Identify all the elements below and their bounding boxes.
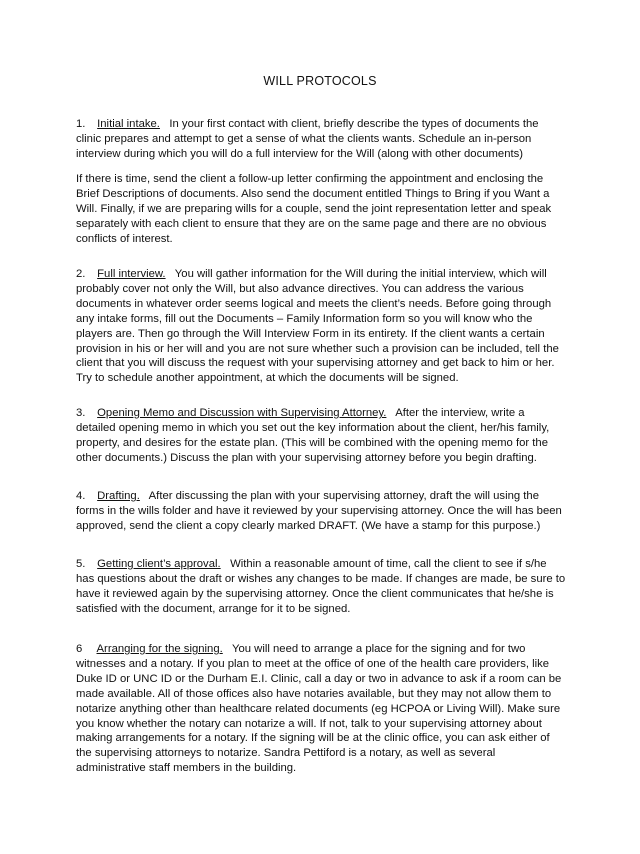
section-body: You will need to arrange a place for the signing and for two witnesses and a notary. If you plan to meet at the office of one of the health care providers, like Duke ID or UNC ID or the Durham E.I. Clinic, call a day or two in advance to ask if a room can be made available. All of those offices also have notaries available, but they may not allow them to notarize anything other than healthcare related documents (eg HCPOA or Living Will). Make sure you know whether the notary can notarize a will. If not, talk to your supervising attorney about making arrangements for a notary. If the signing will be at the clinic office, you can ask either of the supervising attorneys to notarize. Sandra Pettiford is a notary, as well as several administrative staff members in the building. — [76, 643, 562, 775]
section-number: 4. — [76, 490, 86, 502]
section-initial-intake — [76, 117, 566, 162]
section-drafting — [76, 489, 566, 534]
section-heading: Full interview. — [97, 268, 166, 280]
document-title: WILL PROTOCOLS — [263, 74, 377, 88]
section-heading: Arranging for the signing. — [96, 643, 223, 655]
section-number: 2. — [76, 268, 86, 280]
section-number: 1. — [76, 118, 86, 130]
section-body: You will gather information for the Will during the initial interview, which will probably cover not only the Will, but also advance directives. You can address the various documents in whatever order seems logical and meets the client’s needs. Before going through any intake forms, fill out the Documents – Family Information form so you will know who the players are. Then go through the Will Interview Form in its entirety. If the client wants a certain provision in his or her will and you are not sure whether such a provision can be included, tell the client that you will discuss the request with your supervising attorney and get back to him or her. Try to schedule another appointment, at which the documents will be signed. — [76, 268, 559, 385]
section-number: 3. — [76, 407, 86, 419]
section-heading: Initial intake. — [97, 118, 160, 130]
section-opening-memo — [76, 406, 566, 466]
section-client-approval — [76, 557, 566, 617]
section-number: 6 — [76, 643, 83, 655]
section-body: In your first contact with client, briefly describe the types of documents the clinic prepares and attempt to get a sense of what the clients wants. Schedule an in-person interview during which you will do a full interview for the Will (along with other documents) — [76, 118, 539, 160]
section-heading: Getting client’s approval. — [97, 558, 221, 570]
section-body: If there is time, send the client a follow-up letter confirming the appointment and enclosing the Brief Descriptions of documents. Also send the document entitled Things to Bring if you Want a Will. Finally, if we are preparing wills for a couple, send the joint representation letter and speak separately with each client to ensure that they are on the same page and there are no obvious conflicts of interest. — [76, 173, 552, 245]
section-heading: Opening Memo and Discussion with Supervising Attorney. — [97, 407, 387, 419]
section-followup-paragraph — [76, 172, 566, 247]
section-heading: Drafting. — [97, 490, 140, 502]
section-number: 5. — [76, 558, 86, 570]
section-body: After the interview, write a detailed opening memo in which you set out the key information about the client, her/his family, property, and desires for the estate plan. (This will be combined with the opening memo for the other documents.) Discuss the plan with your supervising attorney before you begin drafting. — [76, 407, 550, 464]
section-body: After discussing the plan with your supervising attorney, draft the will using the forms in the wills folder and have it reviewed by your supervising attorney. Once the will has been approved, send the client a copy clearly marked DRAFT. (We have a stamp for this purpose.) — [76, 490, 562, 532]
section-full-interview — [76, 267, 566, 386]
section-arranging-signing — [76, 642, 566, 776]
section-body: Within a reasonable amount of time, call the client to see if s/he has questions about the draft or wishes any changes to be made. If changes are made, be sure to have it reviewed again by the supervising attorney. Once the client communicates that he/she is satisfied with the document, arrange for it to be signed. — [76, 558, 566, 615]
